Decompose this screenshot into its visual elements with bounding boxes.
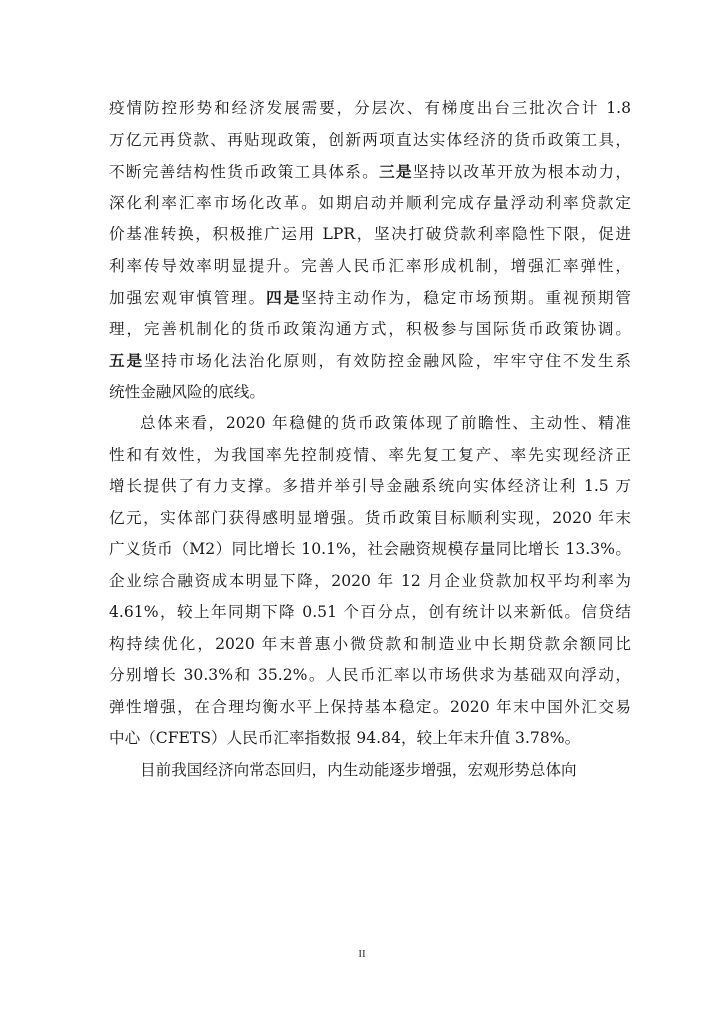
- text-run: 广义货币（M2）同比增长 10.1%，社会融资规模存量同比增长 13.3%。: [109, 540, 631, 558]
- text-run: 增长提供了有力支撑。多措并举引导金融系统向实体经济让利 1.5 万: [109, 477, 631, 495]
- text-line: [109, 692, 631, 724]
- bold-text: 五是: [109, 351, 144, 370]
- text-run: 坚持主动作为，稳定市场预期。重视预期管: [301, 289, 631, 307]
- text-line: [109, 251, 631, 283]
- text-line: [109, 755, 631, 787]
- page-number: II: [358, 948, 366, 960]
- text-run: 利率传导效率明显提升。完善人民币汇率形成机制，增强汇率弹性，: [109, 256, 631, 275]
- text-run: 坚持市场化法治化原则，有效防控金融风险，牢牢守住不发生系: [143, 352, 631, 370]
- bold-text: 三是: [379, 162, 413, 181]
- text-line: [109, 93, 631, 125]
- text-line: [109, 377, 631, 409]
- text-run: 疫情防控形势和经济发展需要，分层次、有梯度出台三批次合计 1.8: [109, 99, 631, 117]
- bold-text: 四是: [266, 288, 302, 307]
- text-line: [109, 282, 631, 314]
- text-run: 统性金融风险的底线。: [109, 382, 265, 401]
- body-text: [109, 93, 631, 786]
- text-run: 坚持以改革开放为根本动力，: [412, 163, 631, 181]
- text-line: [109, 534, 631, 566]
- text-line: [109, 660, 631, 692]
- text-line: [109, 156, 631, 188]
- text-run: 弹性增强，在合理均衡水平上保持基本稳定。2020 年末中国外汇交易: [109, 697, 631, 716]
- text-run: 中心（CFETS）人民币汇率指数报 94.84，较上年末升值 3.78%。: [109, 729, 581, 747]
- text-run: 性和有效性，为我国率先控制疫情、率先复工复产、率先实现经济正: [109, 445, 631, 464]
- text-line: [109, 125, 631, 157]
- text-line: [109, 723, 631, 755]
- paragraph: [109, 408, 631, 755]
- text-run: 分别增长 30.3%和 35.2%。人民币汇率以市场供求为基础双向浮动，: [109, 666, 631, 684]
- text-line: [109, 471, 631, 503]
- text-line: [109, 503, 631, 535]
- text-run: 总体来看，2020 年稳健的货币政策体现了前瞻性、主动性、精准: [140, 414, 631, 432]
- text-run: 万亿元再贷款、再贴现政策，创新两项直达实体经济的货币政策工具，: [109, 130, 631, 149]
- text-line: [109, 597, 631, 629]
- text-line: [109, 345, 631, 377]
- text-run: 目前我国经济向常态回归，内生动能逐步增强，宏观形势总体向: [140, 760, 577, 779]
- text-run: 4.61%，较上年同期下降 0.51 个百分点，创有统计以来新低。信贷结: [109, 603, 631, 621]
- text-run: 深化利率汇率市场化改革。如期启动并顺利完成存量浮动利率贷款定: [109, 193, 631, 212]
- text-line: [109, 566, 631, 598]
- paragraph: [109, 755, 631, 787]
- text-line: [109, 440, 631, 472]
- text-line: [109, 188, 631, 220]
- text-line: [109, 408, 631, 440]
- text-line: [109, 629, 631, 661]
- paragraph: [109, 93, 631, 408]
- text-run: 加强宏观审慎管理。: [109, 289, 267, 307]
- text-run: 理，完善机制化的货币政策沟通方式，积极参与国际货币政策协调。: [109, 319, 631, 338]
- text-run: 不断完善结构性货币政策工具体系。: [109, 163, 380, 181]
- text-run: 企业综合融资成本明显下降，2020 年 12 月企业贷款加权平均利率为: [109, 571, 631, 590]
- text-line: [109, 219, 631, 251]
- text-line: [109, 314, 631, 346]
- text-run: 价基准转换，积极推广运用 LPR，坚决打破贷款利率隐性下限，促进: [109, 225, 631, 243]
- text-run: 构持续优化，2020 年末普惠小微贷款和制造业中长期贷款余额同比: [109, 634, 631, 653]
- text-run: 亿元，实体部门获得感明显增强。货币政策目标顺利实现，2020 年末: [109, 508, 631, 527]
